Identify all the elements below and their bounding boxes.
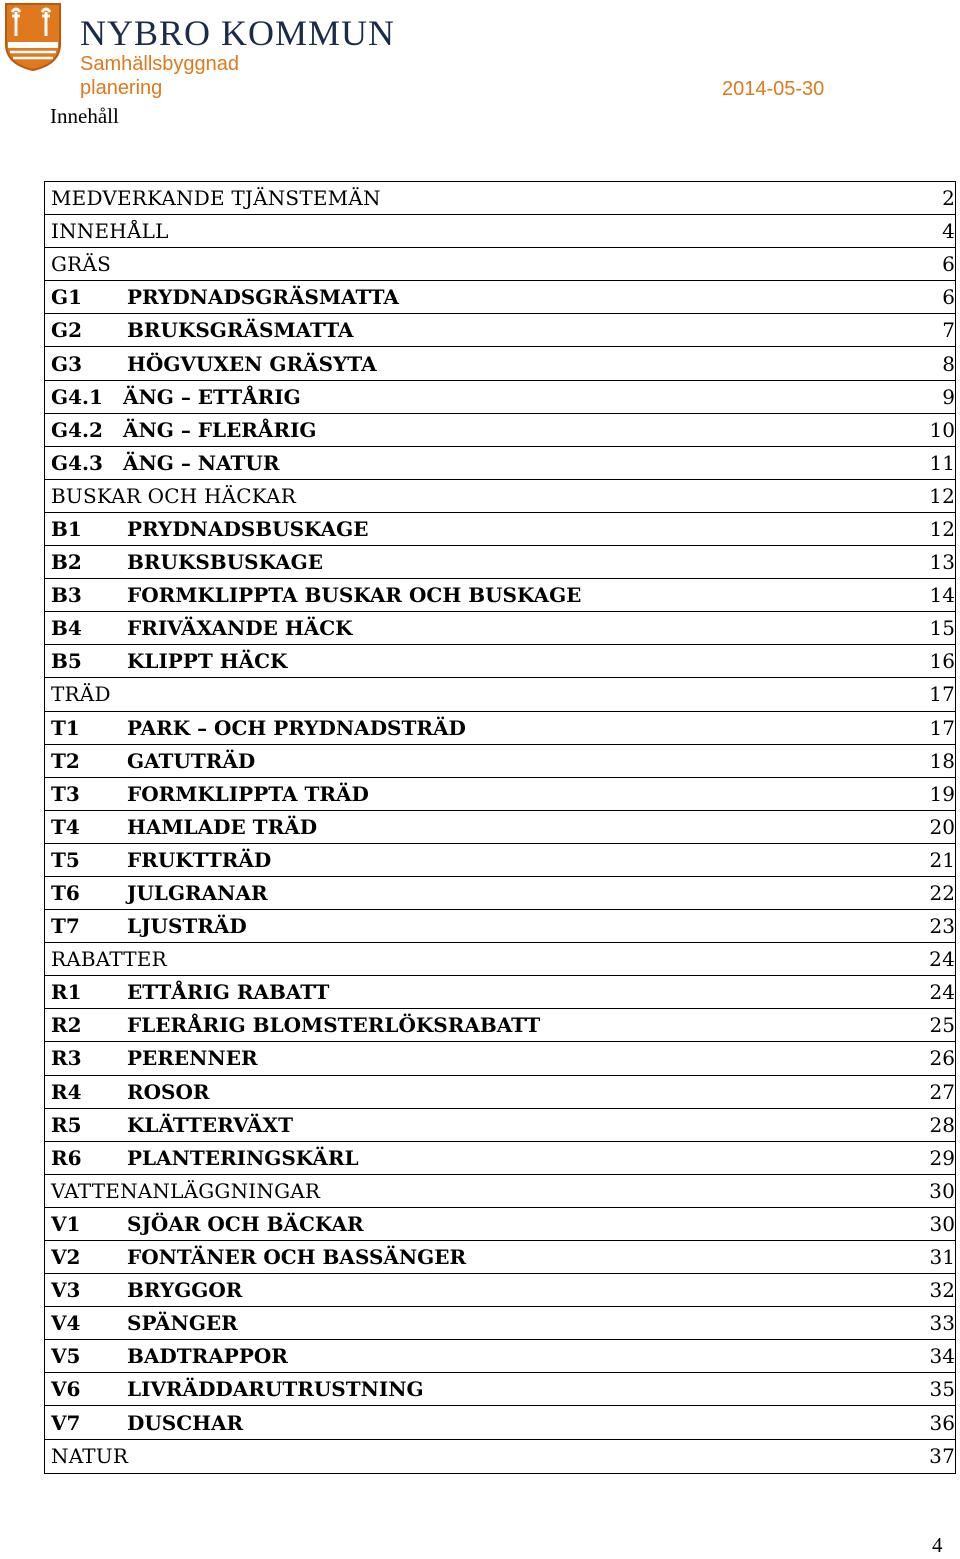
toc-page-number: 19 [929,781,955,806]
toc-page-number: 16 [929,649,955,674]
toc-row[interactable] [45,381,955,414]
toc-title: BRUKSGRÄSMATTA [127,318,354,343]
toc-code: G4.2 [51,417,103,442]
toc-row[interactable] [45,877,955,910]
toc-row[interactable] [45,215,955,248]
toc-row[interactable] [45,1241,955,1274]
table-of-contents [44,181,956,1474]
toc-row[interactable] [45,1340,955,1373]
toc-row[interactable] [45,612,955,645]
toc-row[interactable] [45,1208,955,1241]
toc-code: B4 [51,616,82,641]
toc-code: B3 [51,583,82,608]
toc-page-number: 22 [929,881,955,906]
toc-page-number: 17 [929,715,955,740]
toc-page-number: 34 [929,1344,955,1369]
toc-title: FONTÄNER OCH BASSÄNGER [127,1245,467,1270]
toc-page-number: 13 [929,550,955,575]
org-name: NYBRO KOMMUN [80,13,396,53]
toc-page-number: 24 [929,947,955,972]
toc-page-number: 30 [929,1178,955,1203]
toc-code: G3 [51,351,82,376]
toc-page-number: 33 [929,1311,955,1336]
toc-page-number: 14 [929,583,955,608]
toc-code: T2 [51,748,80,773]
toc-page-number: 20 [929,814,955,839]
toc-title: ÄNG – FLERÅRIG [123,417,317,442]
toc-page-number: 37 [929,1444,955,1469]
toc-title: LJUSTRÄD [127,914,247,939]
toc-title: VATTENANLÄGGNINGAR [51,1178,321,1203]
toc-page-number: 18 [929,748,955,773]
toc-row[interactable] [45,645,955,678]
toc-code: T1 [51,715,80,740]
toc-page-number: 21 [929,847,955,872]
toc-code: T5 [51,847,80,872]
toc-page-number: 27 [929,1079,955,1104]
toc-code: V1 [51,1211,81,1236]
toc-code: B5 [51,649,82,674]
toc-page-number: 11 [929,450,955,475]
toc-title: PRYDNADSGRÄSMATTA [127,285,399,310]
toc-code: V7 [51,1410,81,1435]
toc-page-number: 15 [929,616,955,641]
toc-code: B1 [51,516,82,541]
toc-code: T7 [51,914,80,939]
toc-row[interactable] [45,678,955,711]
toc-title: KLÄTTERVÄXT [127,1112,293,1137]
toc-title: SJÖAR OCH BÄCKAR [127,1211,364,1236]
toc-row[interactable] [45,1307,955,1340]
toc-row[interactable] [45,1373,955,1406]
toc-page-number: 31 [929,1245,955,1270]
toc-page-number: 25 [929,1013,955,1038]
toc-page-number: 26 [929,1046,955,1071]
toc-code: V6 [51,1377,81,1402]
toc-row[interactable] [45,414,955,447]
toc-title: BRUKSBUSKAGE [127,550,323,575]
toc-code: G2 [51,318,82,343]
toc-code: R5 [51,1112,82,1137]
toc-row[interactable] [45,1440,955,1473]
toc-row[interactable] [45,1406,955,1439]
department-line-1: Samhällsbyggnad [80,53,239,75]
toc-row[interactable] [45,182,955,215]
toc-title: LIVRÄDDARUTRUSTNING [127,1377,424,1402]
toc-page-number: 7 [942,318,955,343]
toc-row[interactable] [45,281,955,314]
toc-title: HAMLADE TRÄD [127,814,318,839]
toc-page-number: 6 [942,285,955,310]
department-line-2: planering [80,77,163,99]
toc-row[interactable] [45,811,955,844]
toc-title: BRYGGOR [127,1278,243,1303]
toc-title: GRÄS [51,252,111,277]
department-name [80,52,239,100]
toc-row[interactable] [45,1076,955,1109]
toc-page-number: 9 [942,384,955,409]
toc-row[interactable] [45,248,955,281]
toc-page-number: 23 [929,914,955,939]
toc-row[interactable] [45,745,955,778]
toc-code: B2 [51,550,82,575]
toc-row[interactable] [45,1274,955,1307]
toc-title: INNEHÅLL [51,219,169,244]
toc-row[interactable] [45,1142,955,1175]
toc-title: RABATTER [51,947,167,972]
toc-code: R2 [51,1013,82,1038]
toc-title: ROSOR [127,1079,210,1104]
toc-title: ÄNG – NATUR [123,450,280,475]
toc-row[interactable] [45,712,955,745]
toc-page-number: 12 [929,483,955,508]
toc-row[interactable] [45,1109,955,1142]
toc-title: ETTÅRIG RABATT [127,980,330,1005]
toc-code: V3 [51,1278,81,1303]
toc-title: ÄNG – ETTÅRIG [123,384,301,409]
toc-code: G1 [51,285,82,310]
toc-title: FRIVÄXANDE HÄCK [127,616,353,641]
toc-page-number: 30 [929,1211,955,1236]
page-title: Innehåll [50,104,119,128]
toc-code: V5 [51,1344,81,1369]
toc-title: MEDVERKANDE TJÄNSTEMÄN [51,186,381,211]
toc-title: DUSCHAR [127,1410,244,1435]
document-date: 2014-05-30 [722,78,825,100]
toc-title: HÖGVUXEN GRÄSYTA [127,351,377,376]
toc-row[interactable] [45,943,955,976]
toc-row[interactable] [45,546,955,579]
toc-title: PLANTERINGSKÄRL [127,1145,359,1170]
toc-page-number: 2 [942,186,955,211]
toc-code: R6 [51,1145,82,1170]
toc-code: G4.1 [51,384,103,409]
toc-code: V4 [51,1311,81,1336]
toc-code: T6 [51,881,80,906]
toc-page-number: 4 [942,219,955,244]
toc-code: R3 [51,1046,82,1071]
toc-title: BADTRAPPOR [127,1344,288,1369]
toc-code: V2 [51,1245,81,1270]
toc-code: T4 [51,814,80,839]
toc-page-number: 35 [929,1377,955,1402]
toc-row[interactable] [45,579,955,612]
toc-code: R4 [51,1079,82,1104]
toc-title: GATUTRÄD [127,748,256,773]
toc-row[interactable] [45,1175,955,1208]
toc-title: JULGRANAR [127,881,268,906]
toc-title: SPÄNGER [127,1311,238,1336]
toc-row[interactable] [45,480,955,513]
toc-title: BUSKAR OCH HÄCKAR [51,483,296,508]
toc-page-number: 28 [929,1112,955,1137]
page-number: 4 [932,1533,943,1557]
toc-title: PARK – OCH PRYDNADSTRÄD [127,715,466,740]
toc-row[interactable] [45,1042,955,1075]
toc-title: FORMKLIPPTA BUSKAR OCH BUSKAGE [127,583,582,608]
toc-page-number: 36 [929,1410,955,1435]
toc-page-number: 24 [929,980,955,1005]
toc-title: TRÄD [51,682,111,707]
toc-page-number: 32 [929,1278,955,1303]
toc-row[interactable] [45,447,955,480]
toc-page-number: 8 [942,351,955,376]
toc-title: KLIPPT HÄCK [127,649,288,674]
toc-title: NATUR [51,1444,129,1469]
toc-title: FLERÅRIG BLOMSTERLÖKSRABATT [127,1013,541,1038]
toc-code: T3 [51,781,80,806]
toc-row[interactable] [45,976,955,1009]
toc-row[interactable] [45,778,955,811]
toc-title: FRUKTTRÄD [127,847,272,872]
toc-page-number: 6 [942,252,955,277]
toc-row[interactable] [45,314,955,347]
toc-page-number: 12 [929,516,955,541]
page-header [0,0,960,150]
toc-page-number: 10 [929,417,955,442]
toc-code: G4.3 [51,450,103,475]
toc-page-number: 29 [929,1145,955,1170]
toc-code: R1 [51,980,82,1005]
toc-row[interactable] [45,844,955,877]
toc-row[interactable] [45,1009,955,1042]
toc-row[interactable] [45,513,955,546]
toc-title: PERENNER [127,1046,258,1071]
toc-page-number: 17 [929,682,955,707]
toc-title: FORMKLIPPTA TRÄD [127,781,369,806]
toc-row[interactable] [45,910,955,943]
toc-title: PRYDNADSBUSKAGE [127,516,369,541]
toc-row[interactable] [45,347,955,380]
nybro-coat-of-arms-icon [4,2,62,72]
